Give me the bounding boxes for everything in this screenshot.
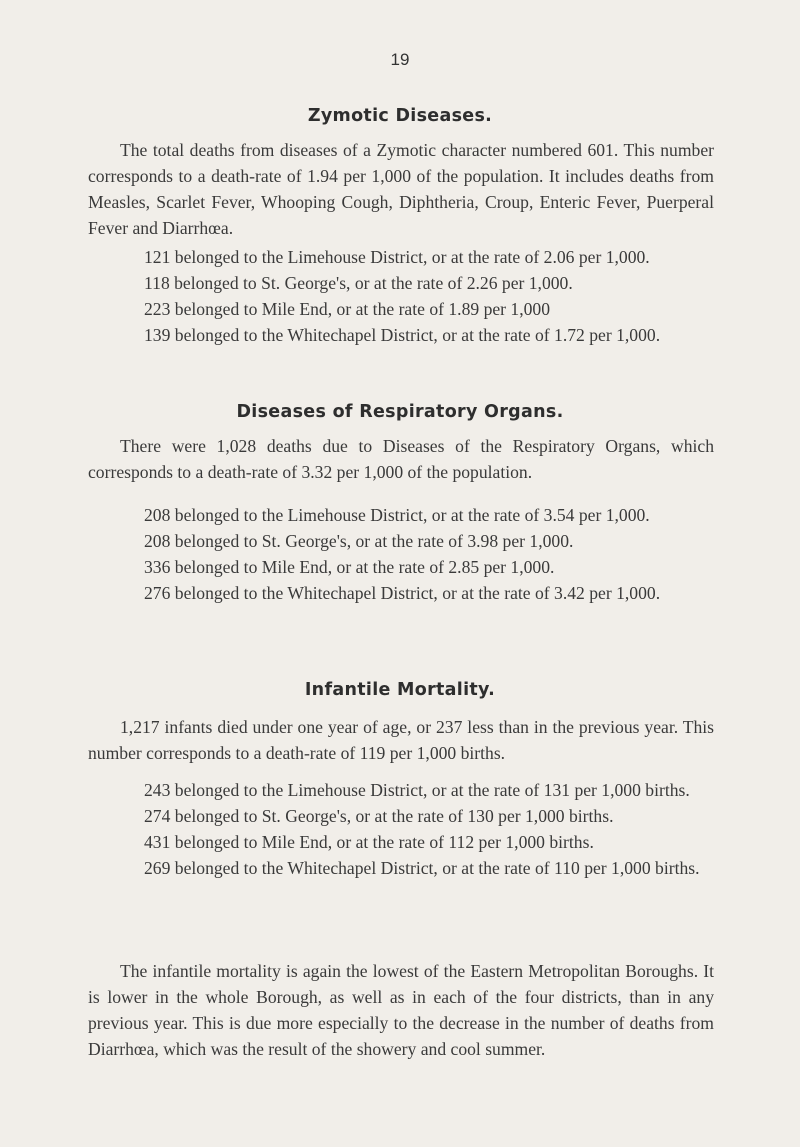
page-number: 19 — [390, 50, 410, 69]
list-item: 118 belonged to St. George's, or at the rate of 2.26 per 1,000. — [144, 273, 573, 293]
respiratory-district-list — [144, 502, 736, 606]
list-item: 223 belonged to Mile End, or at the rate of 1.89 per 1,000 — [144, 299, 551, 319]
list-item: 336 belonged to Mile End, or at the rate of 2.85 per 1,000. — [144, 557, 555, 577]
list-item: 208 belonged to the Limehouse District, or at the rate of 3.54 per 1,000. — [144, 505, 650, 525]
zymotic-intro-paragraph: The total deaths from diseases of a Zymotic character numbered 601. This number corresponds to a death-rate of 1.94 per 1,000 of the population. It includes deaths from Measles, Scarlet Fever, Whooping Cough, Diphtheria, Croup, Enteric Fever, Puerperal Fever and Diarrhœa. — [88, 140, 714, 238]
list-item: 269 belonged to the Whitechapel District, or at the rate of 110 per 1,000 births. — [144, 858, 700, 878]
infantile-closing-paragraph: The infantile mortality is again the lowest of the Eastern Metropolitan Boroughs. It is lower in the whole Borough, as well as in each of the four districts, than in any previous year. This is due more especially to the decrease in the number of deaths from Diarrhœa, which was the result of the showery and cool summer. — [88, 961, 714, 1059]
infantile-district-list — [144, 777, 736, 881]
list-item: 139 belonged to the Whitechapel District, or at the rate of 1.72 per 1,000. — [144, 325, 661, 345]
list-item: 243 belonged to the Limehouse District, or at the rate of 131 per 1,000 births. — [144, 780, 690, 800]
list-item: 274 belonged to St. George's, or at the rate of 130 per 1,000 births. — [144, 806, 614, 826]
infantile-intro-paragraph: 1,217 infants died under one year of age, or 237 less than in the previous year. This number corresponds to a death-rate of 119 per 1,000 births. — [88, 717, 714, 763]
zymotic-district-list — [144, 244, 714, 348]
heading-infantile-mortality: Infantile Mortality. — [304, 680, 496, 700]
list-item: 431 belonged to Mile End, or at the rate of 112 per 1,000 births. — [144, 832, 594, 852]
respiratory-intro-paragraph: There were 1,028 deaths due to Diseases of the Respiratory Organs, which corresponds to a death-rate of 3.32 per 1,000 of the population. — [88, 436, 714, 482]
heading-respiratory-diseases: Diseases of Respiratory Organs. — [236, 402, 564, 422]
list-item: 208 belonged to St. George's, or at the rate of 3.98 per 1,000. — [144, 531, 574, 551]
heading-zymotic-diseases: Zymotic Diseases. — [307, 106, 493, 126]
list-item: 276 belonged to the Whitechapel District, or at the rate of 3.42 per 1,000. — [144, 583, 661, 603]
list-item: 121 belonged to the Limehouse District, or at the rate of 2.06 per 1,000. — [144, 247, 650, 267]
